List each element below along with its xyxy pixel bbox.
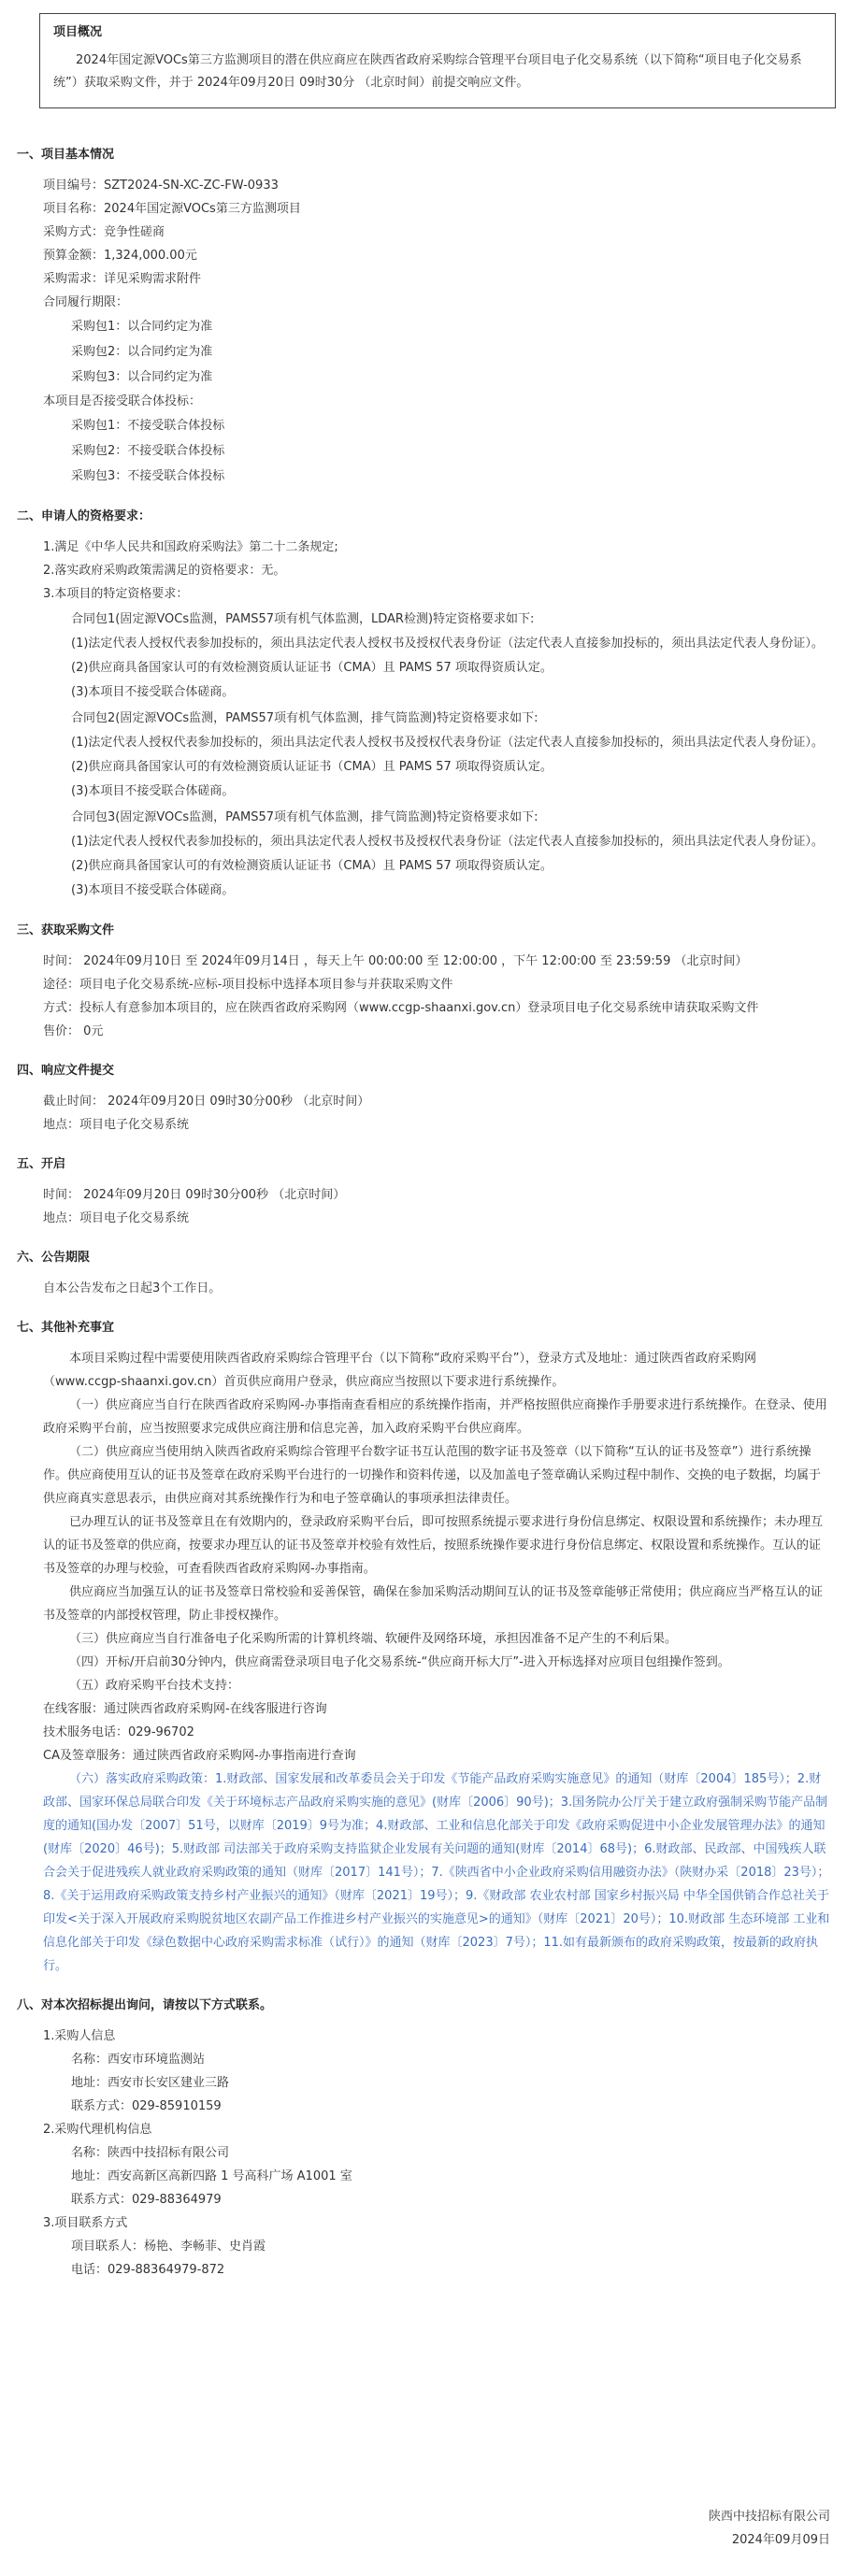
agency-name: 名称：陕西中技招标有限公司 (71, 2146, 230, 2160)
section-qualifications (17, 508, 830, 903)
agency-info-title: 2.采购代理机构信息 (43, 2123, 152, 2137)
section-heading: 三、获取采购文件 (17, 923, 115, 937)
obtain-time: 时间： 2024年09月10日 至 2024年09月14日 ，每天上午 00:00:00 至 12:00:00 ，下午 12:00:00 至 23:59:59 （北京时间） (43, 954, 748, 968)
agency-phone: 联系方式：029-88364979 (71, 2193, 222, 2207)
notice-period-text: 自本公告发布之日起3个工作日。 (43, 1281, 222, 1295)
pkg2-line-2: (2)供应商具备国家认可的有效检测资质认证证书（CMA）且 PAMS 57 项取得资质认定。 (71, 760, 553, 774)
purchaser-address: 地址：西安市长安区建业三路 (71, 2076, 230, 2090)
contract-pkg-1: 采购包1：以合同约定为准 (71, 320, 213, 334)
pkg2-line-3: (3)本项目不接受联合体磋商。 (71, 784, 235, 798)
contract-pkg-1-head: 合同包1(固定源VOCs监测，PAMS57项有机气体监测，LDAR检测)特定资格要求如下: (71, 612, 535, 626)
consortium-pkg-3: 采购包3：不接受联合体投标 (71, 469, 225, 483)
section-basic-info (17, 146, 830, 489)
project-summary-box (39, 13, 836, 108)
opening-time: 时间： 2024年09月20日 09时30分00秒 （北京时间） (43, 1188, 346, 1202)
submission-place: 地点：项目电子化交易系统 (43, 1118, 190, 1132)
project-contact-title: 3.项目联系方式 (43, 2216, 128, 2230)
section-obtain-docs (17, 922, 830, 1043)
pkg2-line-1: (1)法定代表人授权代表参加投标的，须出具法定代表人授权书及授权代表身份证（法定代表人直接参加投标的，须出具法定代表人身份证）。 (71, 736, 824, 750)
contract-pkg-2: 采购包2：以合同约定为准 (71, 345, 213, 359)
section-submission (17, 1062, 830, 1137)
signing-org: 陕西中技招标有限公司 (708, 2510, 830, 2524)
section-notice-period (17, 1249, 830, 1300)
obtain-route: 途径：项目电子化交易系统-应标-项目投标中选择本项目参与并获取采购文件 (43, 978, 453, 992)
contract-pkg-3-head: 合同包3(固定源VOCs监测，PAMS57项有机气体监测，排气筒监测)特定资格要求如下: (71, 810, 538, 824)
procurement-policy-text: （六）落实政府采购政策：1.财政部、国家发展和改革委员会关于印发《节能产品政府采购实施意见》的通知（财库〔2004〕185号）；2.财政部、国家环保总局联合印发《关于环境标志产品政府采购实施的意见》(财库〔2006〕90号)；3.国务院办公厅关于建立政府强制采购节能产品制度的通知(国办发〔2007〕51号，以财库〔2019〕9号为准；4.财政部、工业和信息化部关于印发《政府采购促进中小企业发展管理办法》的通知(财库〔2020〕46号)；5.财政部 司法部关于政府采购支持监狱企业发展有关问题的通知(财库〔2014〕68号)；6.财政部、民政部、中国残疾人联合会关于促进残疾人就业政府采购政策的通知（财库〔2017〕141号）；7.《陕西省中小企业政府采购信用融资办法》（陕财办采〔2018〕23号）；8.《关于运用政府采购政策支持乡村产业振兴的通知》（财库〔2021〕19号）；9.《财政部 农业农村部 国家乡村振兴局 中华全国供销合作总社关于印发<关于深入开展政府采购脱贫地区农副产品工作推进乡村产业振兴的实施意见>的通知》（财库〔2021〕20号）；10.财政部 生态环境部 工业和信息化部关于印发《绿色数据中心政府采购需求标准（试行）》的通知（财库〔2023〕7号）；11.如有最新颁布的政府采购政策，按最新的政府执行。 (43, 1772, 830, 1973)
section-opening (17, 1155, 830, 1230)
project-number: 项目编号：SZT2024-SN-XC-ZC-FW-0933 (43, 179, 279, 193)
requirement-2: 2.落实政府采购政策需满足的资格要求：无。 (43, 564, 286, 578)
procurement-requirement: 采购需求：详见采购需求附件 (43, 272, 202, 286)
summary-title: 项目概况 (53, 25, 103, 39)
project-contact-phone: 电话：029-88364979-872 (71, 2263, 225, 2277)
project-contact-person: 项目联系人：杨艳、李畅菲、史肖霞 (71, 2240, 266, 2254)
supp-paragraph-1: 本项目采购过程中需要使用陕西省政府采购综合管理平台（以下简称“政府采购平台”），登录方式及地址：通过陕西省政府采购网（www.ccgp-shaanxi.gov.cn）首页供应商用户登录，供应商应当按照以下要求进行系统操作。 (43, 1352, 756, 1389)
pkg3-line-1: (1)法定代表人授权代表参加投标的，须出具法定代表人授权书及授权代表身份证（法定代表人直接参加投标的，须出具法定代表人身份证）。 (71, 835, 824, 849)
requirement-1: 1.满足《中华人民共和国政府采购法》第二十二条规定; (43, 540, 338, 554)
section-heading: 一、项目基本情况 (17, 148, 115, 162)
section-supplementary (17, 1319, 830, 1978)
contract-period-label: 合同履行期限： (43, 295, 129, 309)
section-heading: 八、对本次招标提出询问，请按以下方式联系。 (17, 1998, 273, 2012)
tech-support-phone: 技术服务电话：029-96702 (43, 1725, 194, 1739)
supp-paragraph-3: （二）供应商应当使用纳入陕西省政府采购综合管理平台数字证书互认范围的数字证书及签章（以下简称“互认的证书及签章”）进行系统操作。供应商使用互认的证书及签章在政府采购平台进行的一切操作和资料传递，以及加盖电子签章确认采购过程中制作、交换的电子数据，均属于供应商真实意思表示，由供应商对其系统操作行为和电子签章确认的事项承担法律责任。 (43, 1445, 822, 1506)
supp-paragraph-2: （一）供应商应当自行在陕西省政府采购网-办事指南查看相应的系统操作指南，并严格按照供应商操作手册要求进行系统操作。在登录、使用政府采购平台前，应当按照要求完成供应商注册和信息完善，加入政府采购平台供应商库。 (43, 1398, 827, 1436)
section-contacts (17, 1996, 830, 2282)
consortium-pkg-2: 采购包2：不接受联合体投标 (71, 444, 225, 458)
section-heading: 四、响应文件提交 (17, 1064, 115, 1078)
section-heading: 二、申请人的资格要求： (17, 509, 151, 523)
summary-text: 2024年国定源VOCs第三方监测项目的潜在供应商应在陕西省政府采购综合管理平台项目电子化交易系统（以下简称“项目电子化交易系统”）获取采购文件，并于 2024年09月20日 09时30分 （北京时间）前提交响应文件。 (53, 53, 802, 90)
contract-pkg-3: 采购包3：以合同约定为准 (71, 370, 213, 384)
opening-place: 地点：项目电子化交易系统 (43, 1211, 190, 1225)
signature-block (709, 2505, 830, 2552)
obtain-price: 售价： 0元 (43, 1024, 104, 1038)
supp-paragraph-7: （四）开标/开启前30分钟内，供应商需登录项目电子化交易系统-“供应商开标大厅”-进入开标选择对应项目包组操作签到。 (69, 1655, 730, 1669)
signing-date: 2024年09月09日 (731, 2533, 830, 2547)
pkg1-line-3: (3)本项目不接受联合体磋商。 (71, 685, 235, 699)
supp-paragraph-5: 供应商应当加强互认的证书及签章日常校验和妥善保管，确保在参加采购活动期间互认的证书及签章能够正常使用；供应商应当严格互认的证书及签章的内部授权管理，防止非授权操作。 (43, 1585, 824, 1623)
supp-paragraph-8: （五）政府采购平台技术支持： (69, 1679, 240, 1693)
procurement-method: 采购方式：竞争性磋商 (43, 225, 165, 239)
contract-pkg-2-head: 合同包2(固定源VOCs监测，PAMS57项有机气体监测，排气筒监测)特定资格要求如下: (71, 711, 538, 725)
section-heading: 七、其他补充事宜 (17, 1321, 115, 1335)
pkg1-line-1: (1)法定代表人授权代表参加投标的，须出具法定代表人授权书及授权代表身份证（法定代表人直接参加投标的，须出具法定代表人身份证）。 (71, 637, 824, 651)
pkg3-line-2: (2)供应商具备国家认可的有效检测资质认证证书（CMA）且 PAMS 57 项取得资质认定。 (71, 859, 553, 873)
agency-address: 地址：西安高新区高新四路 1 号高科广场 A1001 室 (71, 2169, 352, 2183)
section-heading: 五、开启 (17, 1157, 66, 1171)
purchaser-name: 名称：西安市环境监测站 (71, 2053, 206, 2067)
obtain-method: 方式：投标人有意参加本项目的，应在陕西省政府采购网（www.ccgp-shaanxi.gov.cn）登录项目电子化交易系统申请获取采购文件 (43, 1001, 759, 1015)
pkg3-line-3: (3)本项目不接受联合体磋商。 (71, 883, 235, 897)
online-service: 在线客服：通过陕西省政府采购网-在线客服进行咨询 (43, 1702, 327, 1716)
supp-paragraph-4: 已办理互认的证书及签章且在有效期内的，登录政府采购平台后，即可按照系统提示要求进行身份信息绑定、权限设置和系统操作；未办理互认的证书及签章的供应商，按要求办理互认的证书及签章并校验有效性后，按照系统操作要求进行身份信息绑定、权限设置和系统操作。互认的证书及签章的办理与校验，可查看陕西省政府采购网-办事指南。 (43, 1515, 824, 1576)
budget-amount: 预算金额：1,324,000.00元 (43, 249, 197, 263)
pkg1-line-2: (2)供应商具备国家认可的有效检测资质认证证书（CMA）且 PAMS 57 项取得资质认定。 (71, 661, 553, 675)
consortium-label: 本项目是否接受联合体投标： (43, 394, 202, 408)
section-heading: 六、公告期限 (17, 1251, 91, 1265)
requirement-3: 3.本项目的特定资格要求： (43, 587, 189, 601)
project-name: 项目名称：2024年国定源VOCs第三方监测项目 (43, 202, 301, 216)
submission-deadline: 截止时间： 2024年09月20日 09时30分00秒 （北京时间） (43, 1095, 370, 1109)
consortium-pkg-1: 采购包1：不接受联合体投标 (71, 419, 225, 433)
supp-paragraph-6: （三）供应商应当自行准备电子化采购所需的计算机终端、软硬件及网络环境，承担因准备不足产生的不利后果。 (69, 1632, 678, 1646)
ca-service: CA及签章服务：通过陕西省政府采购网-办事指南进行查询 (43, 1749, 356, 1763)
purchaser-phone: 联系方式：029-85910159 (71, 2099, 222, 2113)
purchaser-info-title: 1.采购人信息 (43, 2029, 116, 2043)
